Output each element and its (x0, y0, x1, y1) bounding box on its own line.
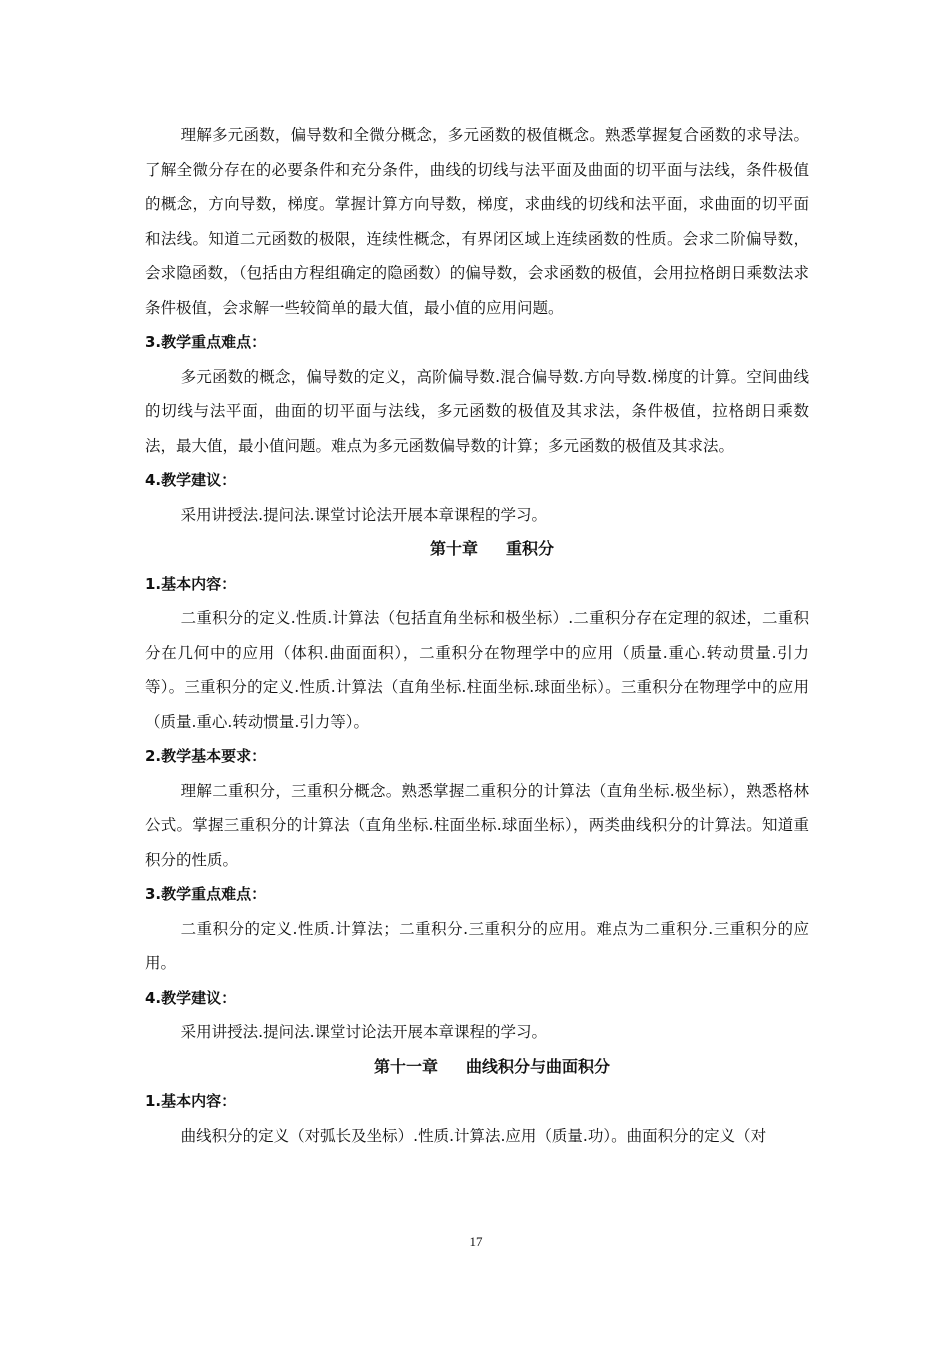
chapter10-name: 重积分 (506, 539, 555, 558)
ch10-keypoints-heading: 3.教学重点难点： (145, 885, 267, 903)
ch11-content-paragraph: 曲线积分的定义（对弧长及坐标）.性质.计算法.应用（质量.功）。曲面积分的定义（对 (180, 1126, 767, 1145)
ch9-advice-paragraph: 采用讲授法.提问法.课堂讨论法开展本章课程的学习。 (180, 505, 547, 524)
chapter11-name: 曲线积分与曲面积分 (466, 1056, 611, 1076)
ch10-content-heading: 1.基本内容： (145, 574, 237, 593)
ch9-advice-heading: 4.教学建议： (145, 471, 237, 489)
ch10-advice-paragraph: 采用讲授法.提问法.课堂讨论法开展本章课程的学习。 (180, 1023, 547, 1041)
ch9-keypoints-heading: 3.教学重点难点： (145, 333, 267, 351)
page-number: 17 (469, 1234, 483, 1249)
chapter11-title (145, 1050, 809, 1085)
ch10-content-paragraph: 二重积分的定义.性质.计算法（包括直角坐标和极坐标）.二重积分存在定理的叙述，二重积分在几何中的应用（体积.曲面面积），二重积分在物理学中的应用（质量.重心.转动贯量.引力等）。三重积分的定义.性质.计算法（直角坐标.柱面坐标.球面坐标）。三重积分在物理学中的应用（质量.重心.转动惯量.引力等）。 (145, 609, 809, 731)
chapter10-number: 第十章 (429, 539, 478, 558)
ch9-keypoints-paragraph: 多元函数的概念，偏导数的定义，高阶偏导数.混合偏导数.方向导数.梯度的计算。空间曲线的切线与法平面，曲面的切平面与法线，多元函数的极值及其求法，条件极值，拉格朗日乘数法，最大值，最小值问题。难点为多元函数偏导数的计算；多元函数的极值及其求法。 (145, 367, 809, 455)
page-content (145, 118, 809, 1153)
ch10-keypoints-paragraph: 二重积分的定义.性质.计算法；二重积分.三重积分的应用。难点为二重积分.三重积分的应用。 (145, 919, 809, 972)
ch10-advice-heading: 4.教学建议： (145, 988, 237, 1007)
ch11-content-heading: 1.基本内容： (145, 1092, 237, 1110)
ch9-requirements-paragraph: 理解多元函数，偏导数和全微分概念，多元函数的极值概念。熟悉掌握复合函数的求导法。了解全微分存在的必要条件和充分条件，曲线的切线与法平面及曲面的切平面与法线，条件极值的概念，方向导数，梯度。掌握计算方向导数，梯度，求曲线的切线和法平面，求曲面的切平面和法线。知道二元函数的极限，连续性概念，有界闭区域上连续函数的性质。会求二阶偏导数，会求隐函数，（包括由方程组确定的隐函数）的偏导数，会求函数的极值，会用拉格朗日乘数法求条件极值，会求解一些较简单的最大值，最小值的应用问题。 (145, 126, 809, 317)
ch10-requirements-paragraph: 理解二重积分，三重积分概念。熟悉掌握二重积分的计算法（直角坐标.极坐标），熟悉格林公式。掌握三重积分的计算法（直角坐标.柱面坐标.球面坐标），两类曲线积分的计算法。知道重积分的性质。 (145, 781, 809, 869)
ch10-requirements-heading: 2.教学基本要求： (145, 747, 267, 765)
chapter11-number: 第十一章 (373, 1056, 438, 1076)
chapter10-title (145, 532, 809, 567)
